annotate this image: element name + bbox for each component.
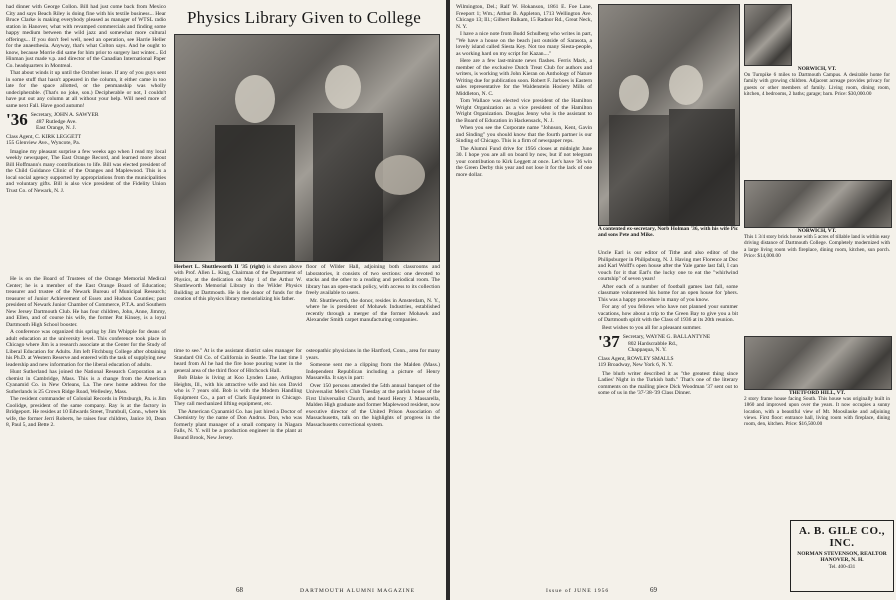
caption-text: is shown above with Prof. Allen L. King, Chairman of the Department of Physics, at the dedication on May 1 of the Arthur W. Shuttleworth Memorial Library in the Wilder Physics Building at Dartmouth. He is the donor of funds for the creation of this physics library memorializing his father. [174, 264, 302, 303]
left-page [0, 0, 446, 600]
paragraph: Imagine my pleasant surprise a few weeks ago when I read my local weekly newspaper, The East Orange Record, and learned more about Bill Hoffmann's many contributions to life. Bill was elected president of the Child Guidance Clinic of the Oranges and Maplewood. This is a local social agency supported by appropriations from the municipalities and voluntary gifts. Bill is also vice president of the Fidelity Union Trust Co. of Newark, N. J. [6, 148, 166, 194]
article-right-column-top [306, 264, 440, 344]
gile-line-2: HANOVER, N. H. [820, 557, 864, 563]
right-page [450, 0, 896, 600]
left-column-3-bottom [306, 348, 440, 578]
ad-3-text: 2 story frame house facing South. This house was originally built in 1860 and improved upon over the years. It now occupies a sunny location, with a beautiful view of Mt. Moosilauke and adjoining views. First floor: entrance hall, living room with fireplace, dining room, den, kitchen. Price: $16,500.00 [744, 396, 890, 428]
ad-photo-1 [744, 4, 792, 66]
paragraph: Bob Blake is living at Koo Lynden Lane, Arlington Heights, Ill., with his attractive wife and his son David who is 7 years old. Bob is with the Modern Handling Equipment Co., a part of Clark Equipment in Chicago. They call mechanized lifting equipment, etc. [174, 375, 302, 407]
photo-caption [174, 264, 302, 344]
secretary-37-address: 802 Hardscrabble Rd., [628, 340, 678, 347]
left-column-1-top [6, 4, 166, 274]
class-note-37 [598, 334, 738, 354]
class-agent-37: Class Agent, ROWLEY SMALLS [598, 355, 674, 362]
paragraph: The Alumni Fund drive for 1956 closes at midnight June 30. I hope you are all on board by now, but if not telegram your contribution to Kirk Leggett at once. Let's have '36 win the Green Derby this year and not lose it for the lack of one more dollar. [456, 145, 592, 178]
secretary-37: Secretary, WAYNE G. BALLANTYNE [622, 334, 711, 340]
paragraph: osteopathic physicians in the Hartford, Conn., area for many years. [306, 348, 440, 361]
paragraph: Someone sent me a clipping from the Malden (Mass.) Independent Republican including a picture of Henry Massarella. It says in part: [306, 362, 440, 381]
class-year-37: '37 [598, 334, 620, 351]
secretary-37-city: Chappaqua, N. Y. [628, 347, 667, 353]
paragraph: Tom Wallace was elected vice president of the Hamilton Wright Organization as a vice president of the Hamilton Wright Organization. Douglas Jenny who is the assistant to the Board of Education in Hackensack, N. J. [456, 98, 592, 124]
paragraph: The blurb writer described it as "the greatest thing since Ladies' Night in the Turkish bath." That's one of the literary comments on the mailing piece Dick Woodman '37 sent out to some of us in the '37-'38-'39 Class Dinner. [598, 370, 738, 396]
paragraph: Over 150 persons attended the 54th annual banquet of the Universalist Men's Club Tuesday at the parish house of the First Universalist Church, and heard Henry J. Massarella, Malden High graduate and former Maplewood resident, now executive director of the United Prison Association of Massachusetts, talk on the highlights of progress in the Massachusetts correctional system. [306, 382, 440, 428]
ad-1-heading: NORWICH, VT. [797, 66, 837, 72]
ad-1-text: On Turnpike 6 miles to Dartmouth Campus. A desirable home for family with growing children. Adjacent acreage provides privacy for guests or other members of family. Living room, dining room, kitchen, 4 bedrooms, 2 baths; garage; barn. Price: $30,000.00 [744, 72, 890, 97]
ad-gile-co [790, 520, 894, 592]
paragraph: A conference was organized this spring by Jim Whipple for deans of adult education at the university level. This conference took place in Chicago where Jim is a research associate at the Center for the Study of Liberal Education for Adults. Jim left Fitchburg College after obtaining his Ph.D. at Western Reserve and entered with the task of supplying new leadership and new information for the liberal education of adults. [6, 329, 166, 368]
paragraph: Best wishes to you all for a pleasant summer. [602, 324, 702, 331]
ad-photo-3 [744, 336, 892, 390]
paragraph: The resident commander of Colonial Records in Pittsburgh, Pa. is Jim Coolidge, president of the same company. Ray is at the factory in Bridgeport. He resides at 10 Edwards Street, Trumbull, Conn., where his wife, the former Jerri Roberts, he raises four children, Janice 10, Dean 8, Paul 5, and Bette 2. [6, 396, 166, 428]
left-column-2-bottom [174, 348, 302, 578]
gile-line-1: NORMAN STEVENSON, REALTOR [797, 551, 887, 557]
class-year-36: '36 [6, 112, 28, 129]
paragraph: Mr. Shuttleworth, the donor, resides in Amsterdam, N. Y., where he is president of Mohawk Industries, established recently through a merger of the former Mohawk and Alexander Smith carpet manufacturing companies. [306, 297, 440, 323]
class-agent-36-address: 155 Glenview Ave., Wyncote, Pa. [6, 140, 81, 146]
paragraph: Uncle Earl is our editor of Tithe and also editor of the Philipsburger in Philipsburg, N. J. Having met Florence at Doc and Karl Wolff's open house after the Yale game last fall, I can vouch for it that Earl's the lucky one to eat the "whirlwind courtship" of seven years! [598, 250, 738, 282]
right-column-1 [456, 4, 592, 578]
caption-right-text: A contented ex-secretary, Norb Holman '36, with his wife Pic and sons Pete and Mike. [598, 226, 738, 239]
paragraph: When you see the Corporate name "Johnson, Kent, Gavin and Sinding" you should know that the fourth partner is our Sinding of Chicago. This is a firm of newspaper reps. [456, 125, 592, 144]
paragraph: floor of Wilder Hall, adjoining both classrooms and laboratories, it consists of two sections: one devoted to stacks and the other to a reading and periodical room. The library has an open-stack policy, with access to its collection freely available to users. [306, 264, 440, 296]
caption-lead: Herbert L. Shuttleworth II '35 (right) [174, 264, 268, 270]
secretary-36: Secretary, JOHN A. SAWYER [30, 112, 99, 118]
paragraph: After each of a number of football games last fall, some classmate volunteered his home for an open house for 'phers. This was a happy procedure in many of you know. [598, 283, 738, 303]
photo-caption-right [598, 226, 738, 246]
secretary-36-city: East Orange, N. J. [36, 125, 77, 131]
ad-2-text: This 1 3/4 story brick house with 5 acres of tillable land is within easy driving distance of Dartmouth College. Completely modernized with a large living room with fireplace, dining room, kitchen, sun porch. Price: $14,000.00 [744, 234, 890, 259]
paragraph: That about winds it up until the October issue. If any of you guys sent in some stuff that hasn't appeared in the column, it either came in too late for the space allotted, or the penmanship was wholly undecipherable. (That's no joke, son.) Decipherable or not, I couldn't have put out any column at all without your help. Will need more of same next Fall. Have good autumn! [6, 70, 166, 109]
page-number-left: 68 [236, 586, 243, 594]
paragraph: The American Cyanamid Co. has just hired a Doctor of Chemistry by the name of Don Andrus. Don, who was formerly plant manager of a small company in Niagara Falls, N. Y. will be a production engineer in the plant at Bound Brook, New Jersey. [174, 408, 302, 441]
ad-norwich-1 [744, 66, 890, 176]
paragraph: Here are a few last-minute news flashes. Ferris Mack, a member of the exclusive Dutch Treat Club for authors and writers, is working with John Kieran on Anthology of Nature Writing due for publication soon. Robert F. Jarboes is Eastern sales representative for the Waldenstein Hosiery Mills of Middleton, N. C. [456, 58, 592, 97]
paragraph: He is on the Board of Trustees of the Orange Memorial Medical Center; he is a member of the East Orange Board of Education; treasurer and trustee of the Newark Bureau of Municipal Research; treasurer of Junior Achievement of Essex and Hudson Counties; past president of Newark Junior Chamber of Commerce, P.T.A. and Southern New Jersey Dartmouth Club. He has four children, John, Anne, Jimmy, and Ellen, and of course his wife, the former Pat Kinsey, is a loyal Dartmouth High School booster. [6, 276, 166, 328]
class-agent-37-address: 119 Broadway, New York 6, N. Y. [598, 362, 673, 368]
paragraph: I have a nice note from Budd Schulberg who writes in part, "We have a house on the beach just outside of Sarasota, a lovely island called Siesta Key. Not too many Siesta-people, as working hard on my script for Kazan...." [456, 31, 592, 57]
ad-2-heading: NORWICH, VT. [797, 228, 837, 234]
magazine-name: DARTMOUTH ALUMNI MAGAZINE [300, 588, 416, 594]
ad-norwich-2 [744, 228, 890, 332]
ad-photo-2 [744, 180, 892, 228]
ad-3-heading: THETFORD HILL, VT. [788, 390, 846, 396]
paragraph: Hunt Sutherland has joined the National Research Corporation as a chemist in Cambridge, Mass. This is a change from the American Cyanamid Co. in New Orleans, La. The new home address for the Sutherlands is 25 Crown Ridge Road, Wellesley, Mass. [6, 369, 166, 395]
secretary-36-address: 487 Rutledge Ave. [36, 118, 77, 125]
article-title: Physics Library Given to College [187, 8, 421, 27]
paragraph: time to see." At is the assistant district sales manager for Standard Oil Co. of California in Seattle. The last time I heard from Al he had the fire hose pouring water in the general area of the third floor of Hitchcock Hall. [174, 348, 302, 374]
photo-library-gift [174, 34, 440, 262]
paragraph: Wilmington, Del.; Ralf W. Hokanson, 1861 E. Foe Lane, Freeport 1; Wm.; Arthur B. Appleton, 1713 Wellington Ave. Chicago 13; Ill.; Gilbert Balkam, 15 Radnor Rd., Great Neck, N. Y. [456, 4, 592, 30]
class-note-36 [6, 112, 166, 132]
paragraph: For any of you fellows who have not planned your summer vacations, how about a trip to the Green Bay to give you a bit of Dartmouth spirit with the Class of 1936 at its 20th reunion. [598, 304, 738, 323]
issue-date: Issue of JUNE 1956 [546, 588, 610, 594]
class-agent-36: Class Agent, C. KIRK LEGGETT [6, 133, 82, 140]
ad-thetford [744, 390, 890, 514]
gile-name: A. B. GILE CO., INC. [798, 525, 886, 549]
photo-ex-secretary [598, 4, 740, 226]
paragraph: had dinner with George Collon. Bill had just come back from Mexico City and says Beach Riley is doing fine with his textile business... Hear Bruce Clarke is making everybody pleased as manager of WTSL radio station in Hanover, what with revamped commercials and finding some happy medium between the wild jazz and somewhat more cultural offerings... If you don't feel well, need an operation, see Harrie Heller for the anaesthesia. Anyway, that's what Colton says. And he ought to know, because Morrie did same for him prior to surgery last winter... Ed Hinman just made v.p. and director of the Canadian International Paper Co. headquarters in Montreal. [6, 4, 166, 69]
left-column-1-bottom [6, 276, 166, 576]
right-column-2 [598, 250, 738, 580]
page-number-right: 69 [650, 586, 657, 594]
gile-phone: Tel. 400-431 [828, 564, 856, 570]
